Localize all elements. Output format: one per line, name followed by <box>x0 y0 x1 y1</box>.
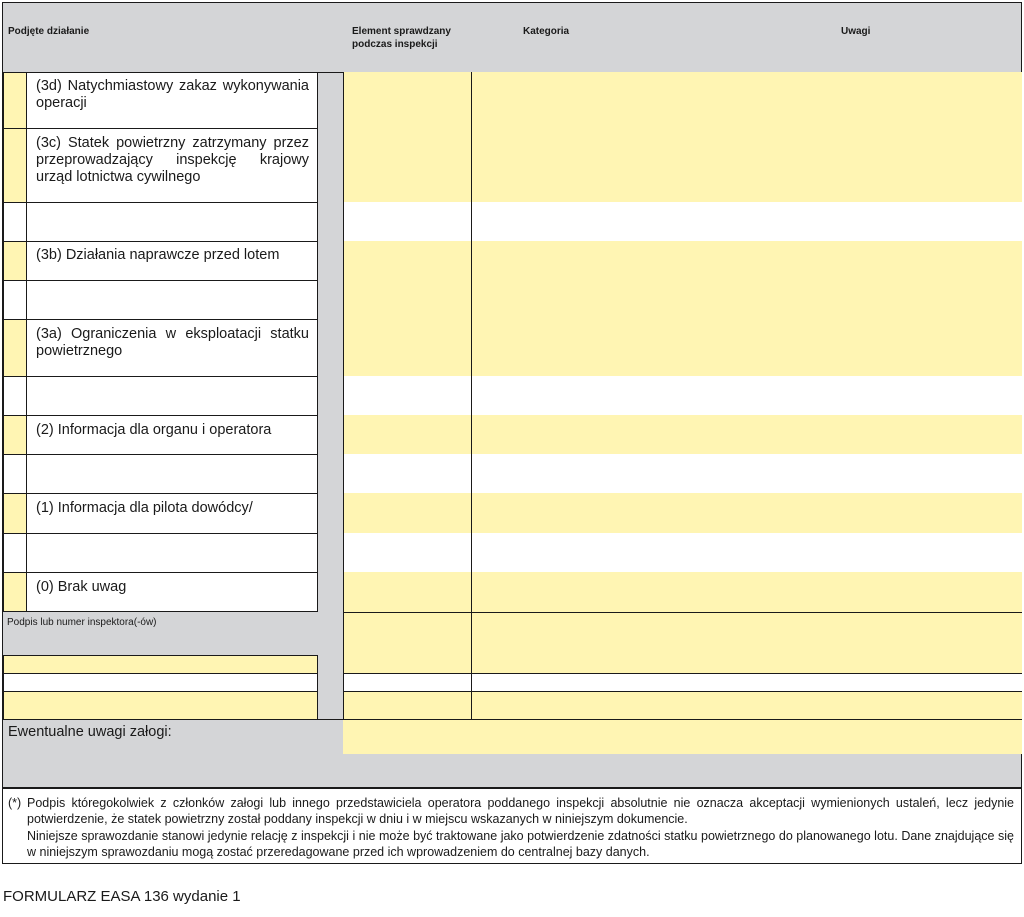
row-line <box>3 128 318 129</box>
footnote-text-1: Podpis któregokolwiek z członków załogi lub innego przedstawiciela operatora poddanego inspekcji absolutnie nie oznacza akceptacji wymienionych ustaleń, lecz jedynie potwierdzenie, że statek powietrzny został poddany inspekcji w dniu i w miejscu wskazanych w niniejszym dokumencie. <box>27 796 1014 826</box>
findings-row[interactable] <box>343 280 1022 376</box>
grid-row-line <box>343 691 1022 692</box>
row-line <box>3 533 318 534</box>
checkbox-1[interactable] <box>4 494 27 534</box>
findings-row[interactable] <box>343 202 1022 241</box>
header-category: Kategoria <box>523 26 570 37</box>
checkbox-3d[interactable] <box>4 73 27 129</box>
grid-row-line <box>343 612 1022 613</box>
form-id: FORMULARZ EASA 136 wydanie 1 <box>3 888 241 905</box>
findings-row[interactable] <box>343 572 1022 673</box>
grid-left-border <box>343 72 344 720</box>
checkbox-0[interactable] <box>4 573 27 611</box>
action-1: (1) Informacja dla pilota dowódcy/ <box>36 500 253 516</box>
findings-row[interactable] <box>343 415 1022 454</box>
findings-row[interactable] <box>343 493 1022 533</box>
findings-row[interactable] <box>343 692 1022 720</box>
signature-field-1[interactable] <box>3 655 318 674</box>
action-3a: (3a) Ograniczenia w eksploatacji statku powietrznego <box>36 326 309 359</box>
row-line <box>3 572 318 573</box>
row-line <box>3 493 318 494</box>
signature-label: Podpis lub numer inspektora(-ów) <box>7 617 157 628</box>
footnote-text-2: Niniejsze sprawozdanie stanowi jedynie relację z inspekcji i nie może być traktowane jako potwierdzenie zdatności statku powietrznego do planowanego lotu. Dane znajdujące się w niniejszym sprawozdaniu mogą zostać przeredagowane przed ich wprowadzeniem do centralnej bazy danych. <box>27 829 1014 859</box>
action-3c: (3c) Statek powietrzny zatrzymany przez przeprowadzający inspekcję krajowy urząd lotnictwa cywilnego <box>36 135 309 185</box>
row-line <box>3 202 318 203</box>
checkbox-3b[interactable] <box>4 242 27 281</box>
row-line <box>3 454 318 455</box>
header-remarks: Uwagi <box>841 26 871 37</box>
header-action: Podjęte działanie <box>8 26 90 37</box>
header-element: Element sprawdzany podczas inspekcji <box>352 26 451 50</box>
action-0: (0) Brak uwag <box>36 579 127 595</box>
grid-column-divider <box>471 72 472 720</box>
crew-remarks-field[interactable] <box>343 720 1022 754</box>
checkbox-3c[interactable] <box>4 129 27 203</box>
row-line <box>3 319 318 320</box>
findings-row[interactable] <box>343 376 1022 415</box>
findings-row[interactable] <box>343 533 1022 572</box>
footnote-marker: (*) <box>8 796 22 810</box>
row-line <box>3 415 318 416</box>
checkbox-2[interactable] <box>4 416 27 455</box>
action-2: (2) Informacja dla organu i operatora <box>36 422 272 438</box>
findings-row[interactable] <box>343 673 1022 692</box>
row-line <box>3 376 318 377</box>
crew-remarks-label: Ewentualne uwagi załogi: <box>8 724 172 740</box>
row-line <box>3 280 318 281</box>
action-3d: (3d) Natychmiastowy zakaz wykonywania operacji <box>36 78 309 111</box>
findings-row[interactable] <box>343 241 1022 280</box>
action-table-divider <box>26 72 27 612</box>
row-line <box>3 241 318 242</box>
signature-field-3[interactable] <box>3 691 318 720</box>
action-3b: (3b) Działania naprawcze przed lotem <box>36 247 280 263</box>
findings-grid <box>343 72 1022 720</box>
grid-row-line <box>343 673 1022 674</box>
findings-row[interactable] <box>343 454 1022 493</box>
checkbox-3a[interactable] <box>4 320 27 377</box>
findings-row[interactable] <box>343 72 1022 202</box>
signature-field-2[interactable] <box>3 673 318 692</box>
